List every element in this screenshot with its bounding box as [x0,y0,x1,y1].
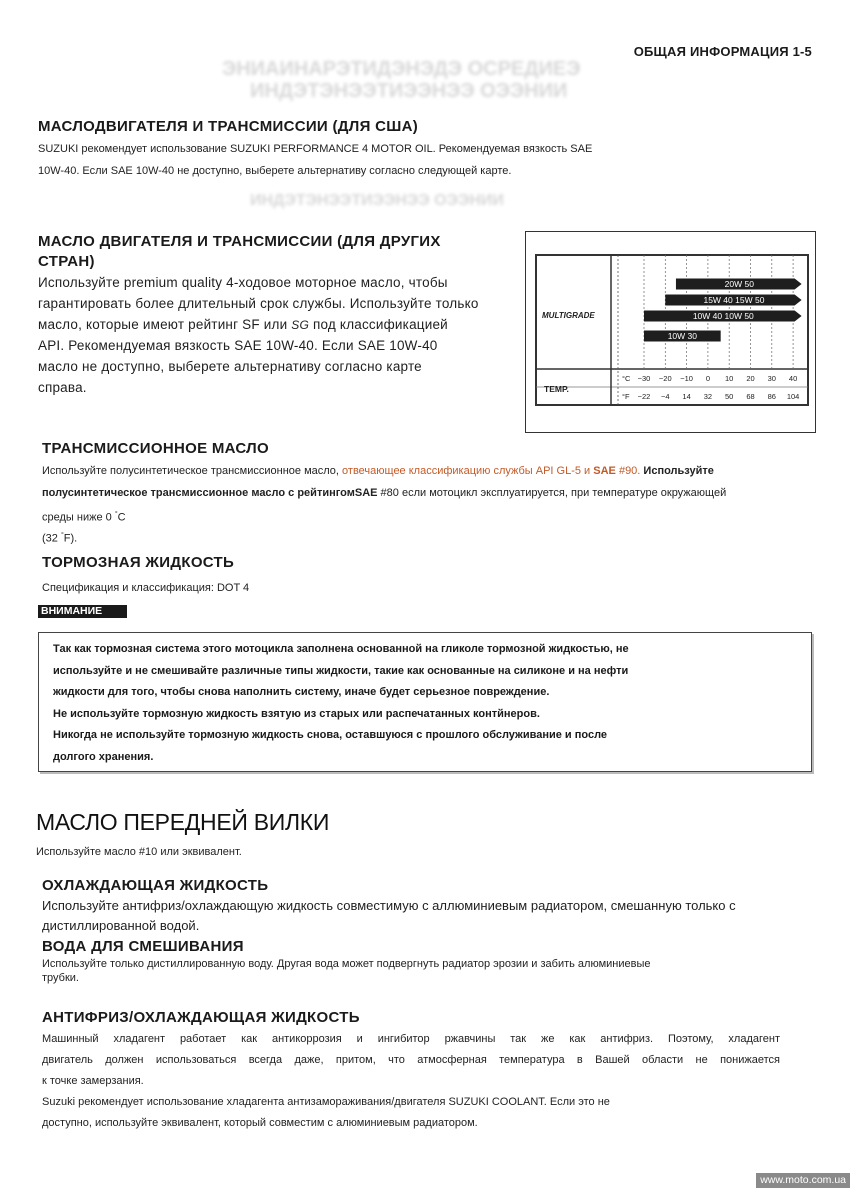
text-segment: (32 [42,532,61,545]
footer-site[interactable]: www.moto.com.ua [756,1173,850,1188]
antifreeze-line-5: доступно, используйте эквивалент, который совместим с алюминиевым радиатором. [42,1117,478,1129]
text-segment: Используйте [640,465,714,477]
fork-text: Используйте масло #10 или эквивалент. [36,846,242,858]
antifreeze-line-2: двигатель должен использоваться всегда даже, притом, что атмосферная температура в Вашей области не понижается [42,1054,780,1066]
water-line-1: Используйте только дистиллированную воду. Другая вода может подвергнуть радиатор эрозии и забить алюминиевые [42,958,651,970]
chart-tick-c: 20 [746,374,755,383]
warning-line: используйте и не смешивайте различные типы жидкости, такие как основанные на силиконе и на нефти [53,664,629,677]
text-segment: под классификацией [309,317,448,332]
warning-box [38,632,812,772]
antifreeze-line-3: к точке замерзания. [42,1075,144,1087]
warning-lines [39,633,811,769]
chart-bar-label: 10W 30 [667,331,697,342]
chart-tick-c: 0 [705,374,710,383]
coolant-line-2: дистиллированной водой. [42,918,200,933]
chart-unit-c: °C [622,374,631,383]
text-segment: SG [291,318,310,332]
chart-tick-c: −10 [680,374,693,383]
chart-tick-f: 32 [703,392,713,401]
section-title-water: ВОДА ДЛЯ СМЕШИВАНИЯ [42,938,244,955]
section-title-fork: МАСЛО ПЕРЕДНЕЙ ВИЛКИ [36,809,330,835]
trans-line-4 [42,525,77,550]
text-segment: масло, которые имеют рейтинг SF или [38,317,292,332]
warning-line: Никогда не используйте тормозную жидкость снова, оставшуюся с прошлого обслуживание и после [53,729,608,742]
section-title-other: МАСЛО ДВИГАТЕЛЯ И ТРАНСМИССИИ (ДЛЯ ДРУГИХ [38,233,441,250]
text-segment: SAE [593,465,616,477]
chart-tick-c: 10 [725,374,734,383]
section-title-usa: МАСЛОДВИГАТЕЛЯ И ТРАНСМИССИИ (ДЛЯ США) [38,118,419,135]
other-line-6: справа. [38,380,87,395]
chart-tick-f: 50 [725,392,734,401]
section-title-antifreeze: АНТИФРИЗ/ОХЛАЖДАЮЩАЯ ЖИДКОСТЬ [42,1009,360,1026]
chart-row-label: MULTIGRADE [542,311,595,320]
viscosity-chart-svg [526,232,815,432]
text-segment: C [117,511,126,524]
brake-spec: Спецификация и классификация: DOT 4 [42,582,250,594]
bleed-through-text: ИНДЭТЭНЭЭТИЭЭНЭЭ ОЭЭНИИ [250,80,568,102]
usa-line-2: 10W-40. Если SAE 10W-40 не доступно, выберете альтернативу согласно следующей карте. [38,165,512,177]
chart-bar-label: 10W 40 10W 50 [692,311,754,322]
chart-bar-label: 20W 50 [724,279,754,290]
page-header: ОБЩАЯ ИНФОРМАЦИЯ 1-5 [633,44,812,59]
trans-line-1 [42,460,714,482]
antifreeze-line-1: Машинный хладагент работает как антикоррозия и ингибитор ржавчины так же как антифриз. Поэтому, хладагент [42,1033,780,1045]
chart-ticks [638,374,800,401]
usa-line-1: SUZUKI рекомендует использование SUZUKI PERFORMANCE 4 MOTOR OIL. Рекомендуемая вязкость SAE [38,143,593,155]
other-line-4: API. Рекомендуемая вязкость SAE 10W-40. Если SAE 10W-40 [38,338,438,353]
warning-line: жидкости для того, чтобы снова наполнить систему, иначе будет серьезное повреждение. [53,686,550,699]
bleed-through-text: ЭНИАИНАРЭТИДЭНЭДЭ ОСРЕДИЕЭ [222,58,581,80]
warning-badge: ВНИМАНИЕ [38,605,127,618]
chart-tick-c: −20 [658,374,672,383]
viscosity-chart [525,231,816,433]
chart-tick-f: 14 [682,392,691,401]
chart-tick-f: −4 [661,392,670,401]
chart-tick-c: 40 [788,374,798,383]
section-title-other-cont: СТРАН) [38,253,95,270]
chart-tick-f: −22 [637,392,651,401]
text-segment: ° [114,511,118,518]
chart-tick-c: 30 [767,374,776,383]
warning-line: Не используйте тормозную жидкость взятую из старых или распечатанных контйнеров. [53,707,540,720]
antifreeze-line-4: Suzuki рекомендует использование хладагента антизамораживания/двигателя SUZUKI COOLANT. Если это не [42,1096,610,1108]
text-segment: #80 если мотоцикл эксплуатируется, при температуре окружающей [377,487,727,499]
chart-unit-f: °F [622,392,630,401]
warning-line: Так как тормозная система этого мотоцикла заполнена основанной на гликоле тормозной жидкостью, не [53,643,629,655]
chart-tick-c: −30 [637,374,651,383]
section-title-brake: ТОРМОЗНАЯ ЖИДКОСТЬ [42,554,235,571]
text-segment: Используйте полусинтетическое трансмиссионное масло, [42,465,343,477]
warning-line: долгого хранения. [53,750,154,763]
chart-tick-f: 104 [786,392,800,401]
other-line-3 [38,314,448,336]
chart-bar-label: 15W 40 15W 50 [703,295,765,306]
chart-temp-label: TEMP. [544,384,569,394]
chart-bars [644,279,802,342]
bleed-through-text: ИНДЭТЭНЭЭТИЭЭНЭЭ ОЭЭНИИ [250,192,504,209]
other-line-1: Используйте premium quality 4-ходовое моторное масло, чтобы [38,275,448,290]
coolant-line-1: Используйте антифриз/охлаждающую жидкость совместимую с аллюминиевым радиатором, смешанную только с [42,898,736,913]
text-segment: среды ниже 0 [42,511,115,524]
section-title-coolant: ОХЛАЖДАЮЩАЯ ЖИДКОСТЬ [42,877,269,894]
text-segment: отвечающее классификацию службы API GL-5 и [342,465,594,477]
section-title-transmission: ТРАНСМИССИОННОЕ МАСЛО [42,440,269,457]
text-segment: #90. [615,465,641,477]
chart-tick-f: 68 [746,392,755,401]
other-line-5: масло не доступно, выберете альтернативу согласно карте [38,359,422,374]
chart-tick-f: 86 [767,392,776,401]
trans-line-2 [42,482,726,504]
water-line-2: трубки. [42,972,79,984]
text-segment: F). [63,532,78,545]
text-segment: ° [60,532,64,539]
other-line-2: гарантировать более длительный срок службы. Используйте только [38,296,479,311]
text-segment: полусинтетическое трансмиссионное масло с рейтингомSAE [42,487,378,499]
